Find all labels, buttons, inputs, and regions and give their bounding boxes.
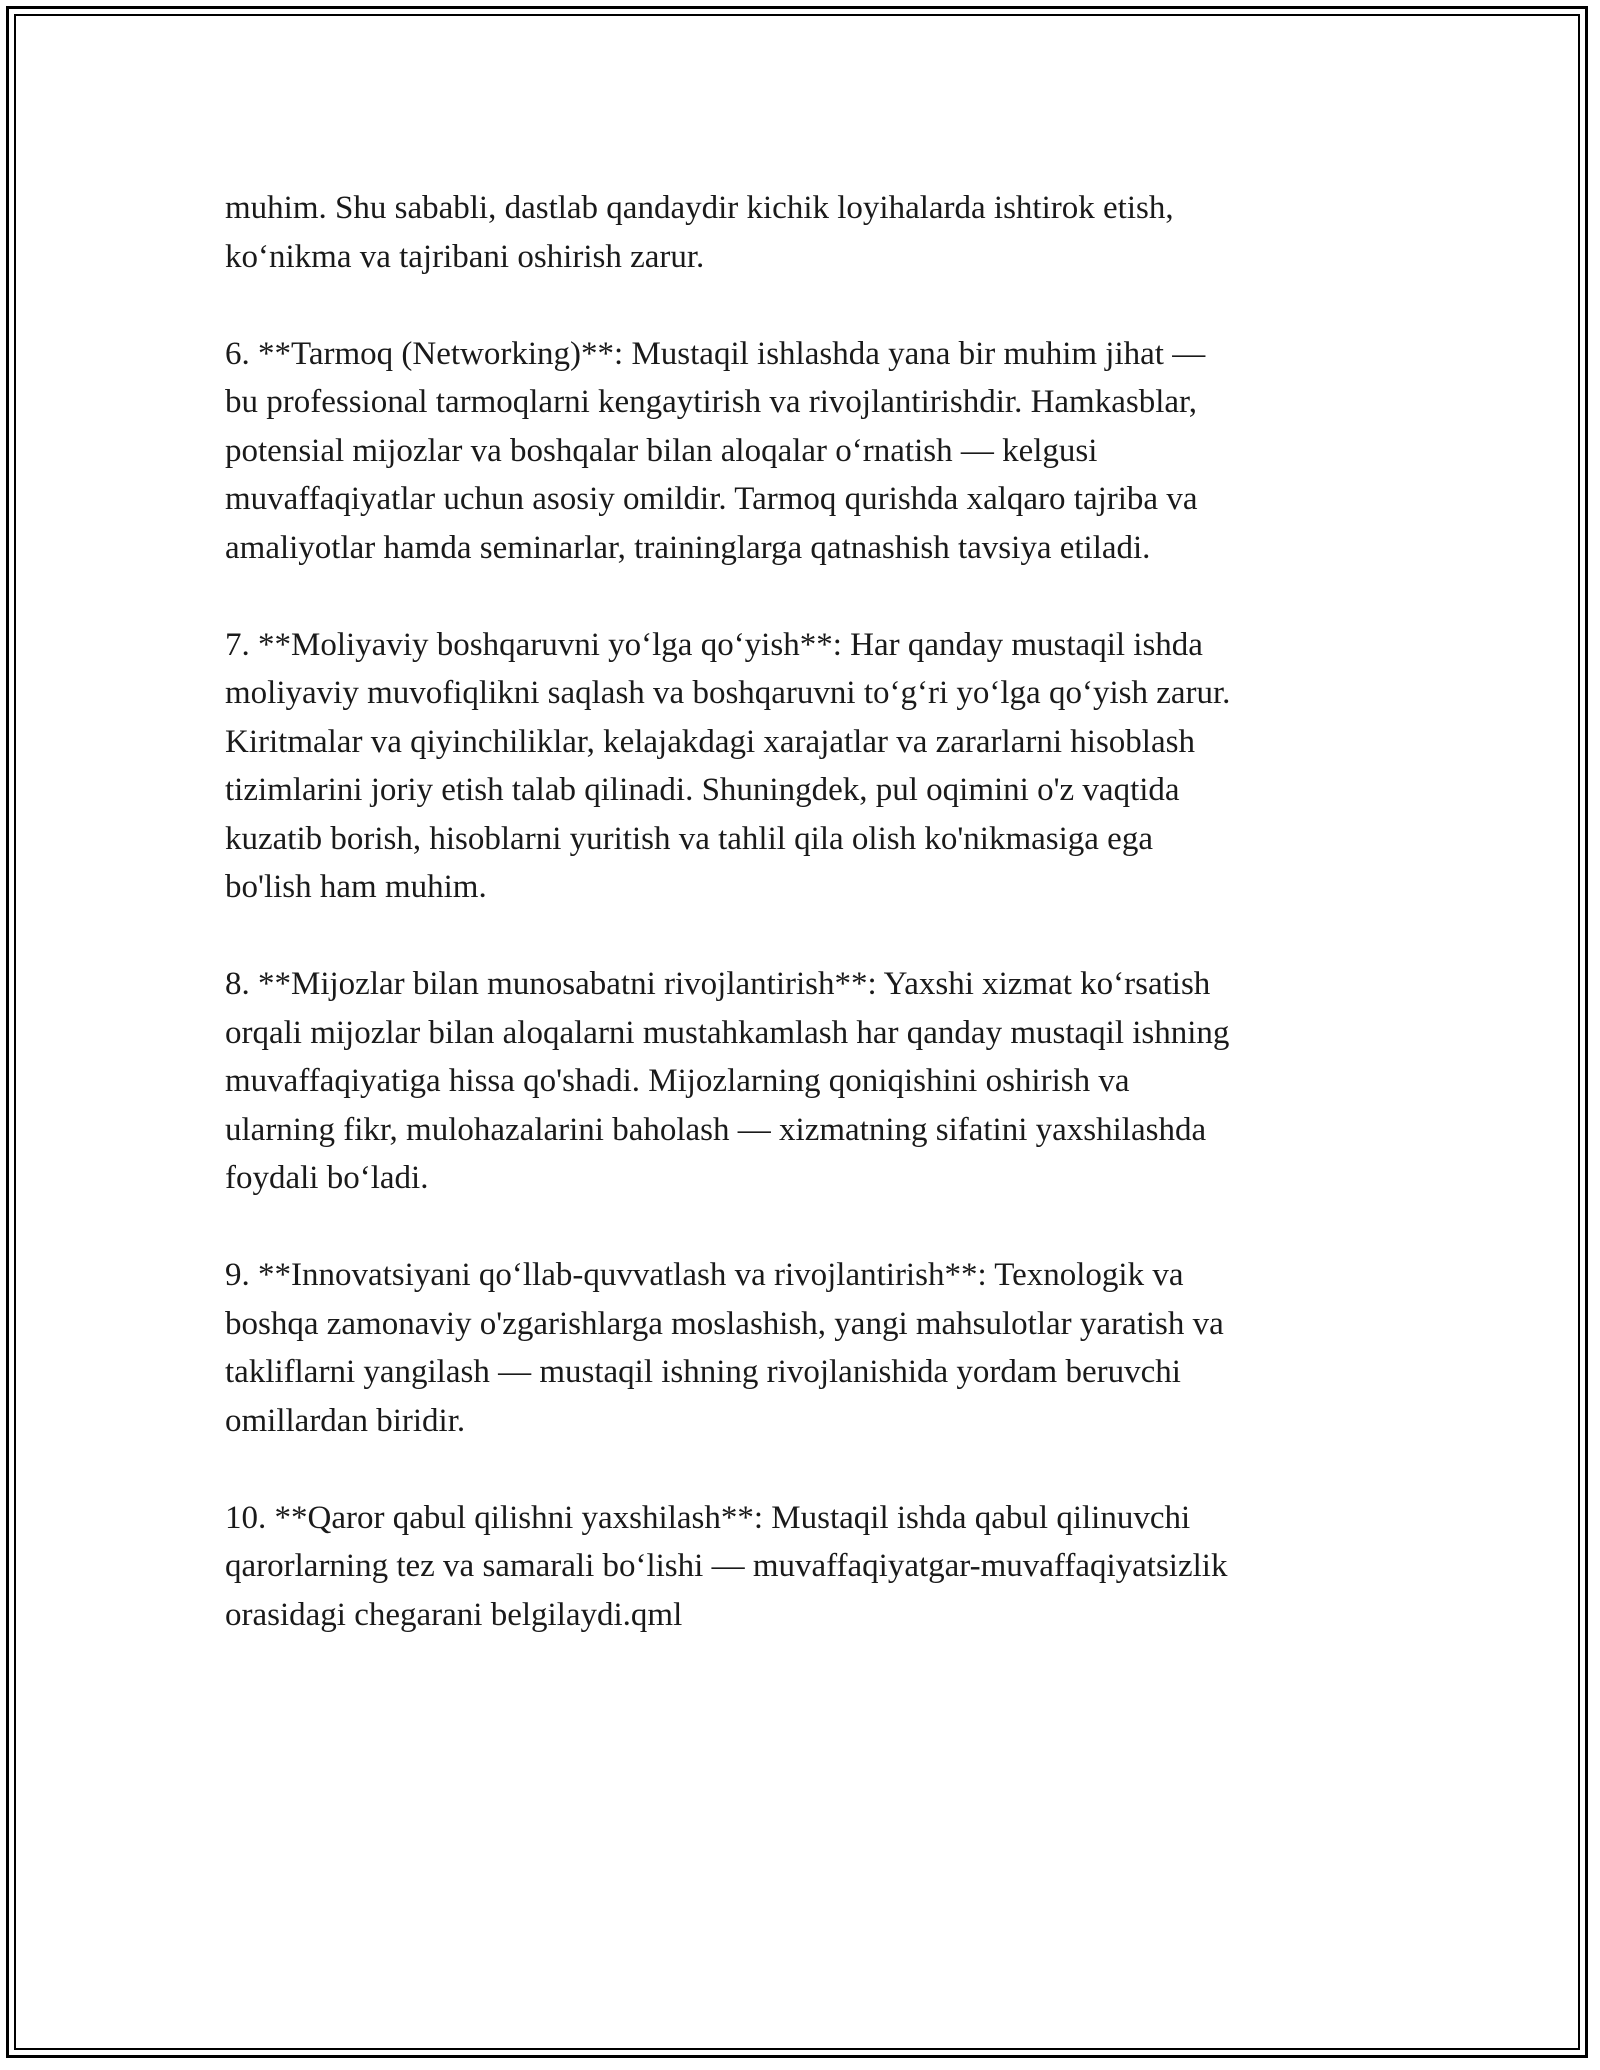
text-line: bo'lish ham muhim.: [225, 869, 487, 905]
text-line: amaliyotlar hamda seminarlar, traininglarga qatnashish tavsiya etiladi.: [225, 529, 1151, 566]
text-line: muvaffaqiyatiga hissa qo'shadi. Mijozlarning qoniqishini oshirish va: [225, 1063, 1130, 1099]
paragraph-item-6-networking: [225, 330, 1375, 573]
text-line: muhim. Shu sababli, dastlab qandaydir kichik loyihalarda ishtirok etish,: [225, 190, 1174, 226]
text-line: tizimlarini joriy etish talab qilinadi. Shuningdek, pul oqimini o'z vaqtida: [225, 772, 1180, 808]
text-line: bu professional tarmoqlarni kengaytirish va rivojlantirishdir. Hamkasblar,: [225, 384, 1197, 420]
paragraph-item-8-clients: [225, 960, 1375, 1203]
text-line: takliflarni yangilash — mustaqil ishning rivojlanishida yordam beruvchi: [225, 1354, 1181, 1390]
text-line: ko‘nikma va tajribani oshirish zarur.: [225, 238, 705, 275]
text-line: kuzatib borish, hisoblarni yuritish va tahlil qila olish ko'nikmasiga ega: [225, 820, 1153, 857]
text-line: 10. **Qaror qabul qilishni yaxshilash**: Mustaqil ishda qabul qilinuvchi: [225, 1499, 1191, 1536]
text-line: Kiritmalar va qiyinchiliklar, kelajakdagi xarajatlar va zararlarni hisoblash: [225, 723, 1195, 760]
text-line: 9. **Innovatsiyani qo‘llab-quvvatlash va rivojlantirish**: Texnologik va: [225, 1257, 1184, 1293]
text-line: foydali bo‘ladi.: [225, 1160, 429, 1196]
paragraph-item-9-innovation: [225, 1251, 1375, 1445]
text-line: 7. **Moliyaviy boshqaruvni yo‘lga qo‘yish**: Har qanday mustaqil ishda: [225, 626, 1203, 663]
document-body: [225, 184, 1375, 1688]
text-line: qarorlarning tez va samarali bo‘lishi — muvaffaqiyatgar-muvaffaqiyatsizlik: [225, 1548, 1228, 1584]
text-line: muvaffaqiyatlar uchun asosiy omildir. Tarmoq qurishda xalqaro tajriba va: [225, 481, 1198, 517]
text-line: boshqa zamonaviy o'zgarishlarga moslashish, yangi mahsulotlar yaratish va: [225, 1305, 1224, 1342]
paragraph-item-7-finance: [225, 621, 1375, 912]
text-line: omillardan biridir.: [225, 1402, 466, 1439]
text-line: orqali mijozlar bilan aloqalarni mustahkamlash har qanday mustaqil ishning: [225, 1014, 1230, 1051]
paragraph-intro-continuation: [225, 184, 1375, 281]
text-line: 6. **Tarmoq (Networking)**: Mustaqil ishlashda yana bir muhim jihat —: [225, 335, 1206, 372]
text-line: 8. **Mijozlar bilan munosabatni rivojlantirish**: Yaxshi xizmat ko‘rsatish: [225, 966, 1211, 1002]
text-line: orasidagi chegarani belgilaydi.qml: [225, 1596, 683, 1633]
text-line: potensial mijozlar va boshqalar bilan aloqalar o‘rnatish — kelgusi: [225, 432, 1098, 469]
text-line: moliyaviy muvofiqlikni saqlash va boshqaruvni to‘g‘ri yo‘lga qo‘yish zarur.: [225, 675, 1231, 711]
text-line: ularning fikr, mulohazalarini baholash — xizmatning sifatini yaxshilashda: [225, 1111, 1207, 1148]
paragraph-item-10-decisions: [225, 1494, 1375, 1640]
